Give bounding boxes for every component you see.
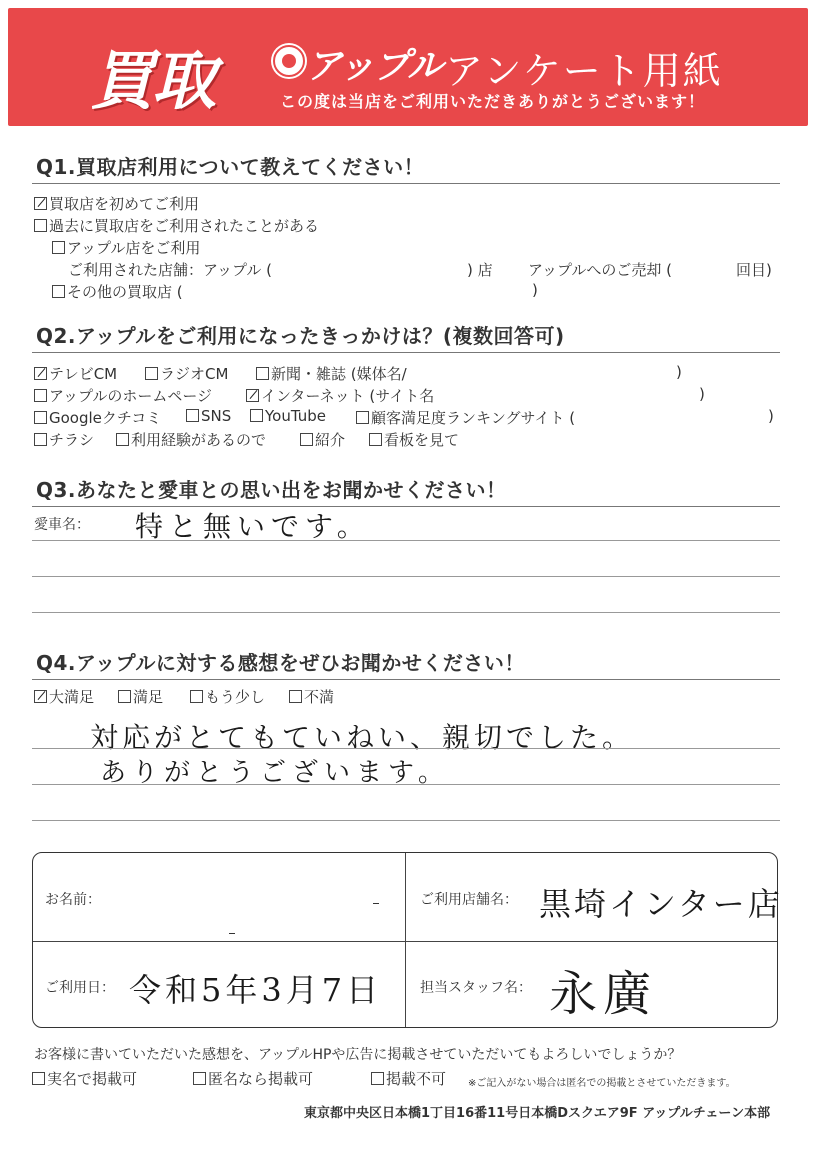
q4-rating-very-satisfied[interactable]: 大満足 [34, 686, 94, 707]
checkbox[interactable] [371, 1072, 384, 1085]
kaitori-title: 買取 [90, 45, 214, 119]
answer-line [32, 784, 780, 785]
q1-sale-count-suffix: 回目) [736, 261, 772, 279]
q3-heading: Q3.あなたと愛車との思い出をお聞かせください！ [36, 478, 507, 502]
thanks-message: この度は当店をご利用いただきありがとうございます！ [280, 92, 706, 111]
checkbox-checked[interactable] [34, 197, 47, 210]
q4-rating-satisfied[interactable]: 満足 [118, 686, 163, 707]
checkbox[interactable] [250, 409, 263, 422]
q4-rating-so-so[interactable]: もう少し [190, 686, 265, 707]
checkbox[interactable] [34, 219, 47, 232]
q4-rule [32, 679, 780, 680]
q1-store-field-suffix: ) 店 [467, 261, 493, 279]
q2-option-homepage[interactable]: アップルのホームページ [34, 385, 212, 406]
checkbox[interactable] [186, 409, 199, 422]
header-banner [8, 8, 808, 126]
q2-option-youtube[interactable]: YouTube [250, 407, 326, 425]
consent-note: ※ご記入がない場合は匿名での掲載とさせていただきます。 [468, 1078, 736, 1089]
brand-name: アップル [306, 46, 443, 87]
q2-option-google-reviews[interactable]: Googleクチコミ [34, 407, 161, 428]
staff-value[interactable]: 永廣 [549, 966, 658, 1022]
q1-sale-count-label: アップルへのご売却 ( [528, 261, 672, 279]
q1-store-field-label: ご利用された店舗：アップル ( [68, 261, 272, 279]
q2-option-ranking-site[interactable]: 顧客満足度ランキングサイト ( [356, 407, 575, 428]
q1-option-apple-store[interactable]: アップル店をご利用 [52, 237, 200, 258]
car-name-label: 愛車名： [34, 517, 90, 533]
checkbox[interactable] [34, 433, 47, 446]
consent-anonymous[interactable]: 匿名なら掲載可 [193, 1068, 313, 1089]
answer-line [32, 576, 780, 577]
q3-handwritten-answer[interactable]: 特と無いです。 [135, 510, 371, 543]
form-title: アンケート用紙 [445, 49, 723, 93]
consent-real-name[interactable]: 実名で掲載可 [32, 1068, 137, 1089]
answer-line [32, 748, 780, 749]
checkbox[interactable] [34, 389, 47, 402]
name-mark [229, 933, 235, 934]
q1-rule [32, 183, 780, 184]
checkbox[interactable] [369, 433, 382, 446]
q1-heading: Q1.買取店利用について教えてください！ [36, 155, 425, 179]
hq-address: 東京都中央区日本橋1丁目16番11号日本橋Dスクエア9F アップルチェーン本部 [304, 1106, 771, 1121]
q2-row1-close: ) [676, 363, 682, 381]
name-mark [373, 903, 379, 904]
q2-option-sns[interactable]: SNS [186, 407, 231, 425]
q4-handwritten-line-2[interactable]: ありがとうございます。 [100, 758, 450, 788]
staff-label: 担当スタッフ名： [420, 980, 532, 996]
checkbox[interactable] [32, 1072, 45, 1085]
q2-option-internet[interactable]: インターネット (サイト名 [246, 385, 434, 406]
checkbox[interactable] [116, 433, 129, 446]
q4-heading: Q4.アップルに対する感想をぜひお聞かせください！ [36, 651, 525, 675]
q2-option-past-use[interactable]: 利用経験があるので [116, 429, 266, 450]
q2-option-referral[interactable]: 紹介 [300, 429, 345, 450]
checkbox[interactable] [289, 690, 302, 703]
q2-option-flyer[interactable]: チラシ [34, 429, 94, 450]
q4-rating-unsatisfied[interactable]: 不満 [289, 686, 334, 707]
q1-option-first-time[interactable]: 買取店を初めてご利用 [34, 193, 199, 214]
checkbox-checked[interactable] [34, 690, 47, 703]
store-value[interactable]: 黒埼インター店 [539, 885, 783, 923]
answer-line [32, 612, 780, 613]
info-box-divider [405, 853, 406, 1027]
checkbox-checked[interactable] [34, 367, 47, 380]
customer-info-box [32, 852, 783, 1028]
q2-heading: Q2.アップルをご利用になったきっかけは？(複数回答可) [36, 324, 565, 348]
checkbox[interactable] [118, 690, 131, 703]
q2-row2-close: ) [699, 385, 705, 403]
apple-logo-icon [273, 45, 305, 77]
checkbox-checked[interactable] [246, 389, 259, 402]
q2-option-tv-cm[interactable]: テレビCM [34, 363, 117, 384]
q2-option-newspaper[interactable]: 新聞・雑誌 (媒体名/ [256, 363, 407, 384]
checkbox[interactable] [256, 367, 269, 380]
q1-option-used-before[interactable]: 過去に買取店をご利用されたことがある [34, 215, 319, 236]
checkbox[interactable] [52, 285, 65, 298]
checkbox[interactable] [52, 241, 65, 254]
answer-line [32, 540, 780, 541]
checkbox[interactable] [356, 411, 369, 424]
checkbox[interactable] [34, 411, 47, 424]
q4-handwritten-line-1[interactable]: 対応がとてもていねい、親切でした。 [90, 721, 635, 754]
q2-option-signboard[interactable]: 看板を見て [369, 429, 459, 450]
q1-option-other-store[interactable]: その他の買取店 ( [52, 281, 183, 302]
checkbox[interactable] [190, 690, 203, 703]
q2-row3-close: ) [768, 407, 774, 425]
date-value[interactable]: 令和5年3月7日 [129, 971, 383, 1009]
store-label: ご利用店舗名： [420, 892, 518, 908]
q2-option-radio-cm[interactable]: ラジオCM [145, 363, 228, 384]
date-label: ご利用日： [45, 980, 115, 996]
checkbox[interactable] [193, 1072, 206, 1085]
consent-refuse[interactable]: 掲載不可 [371, 1068, 446, 1089]
publish-consent-question: お客様に書いていただいた感想を、アップルHPや広告に掲載させていただいてもよろしいでしょうか？ [34, 1047, 682, 1063]
answer-line [32, 820, 780, 821]
info-box-divider [33, 941, 777, 942]
checkbox[interactable] [300, 433, 313, 446]
q2-rule [32, 352, 780, 353]
name-label: お名前： [45, 892, 101, 908]
checkbox[interactable] [145, 367, 158, 380]
q1-other-close: ) [532, 281, 538, 299]
